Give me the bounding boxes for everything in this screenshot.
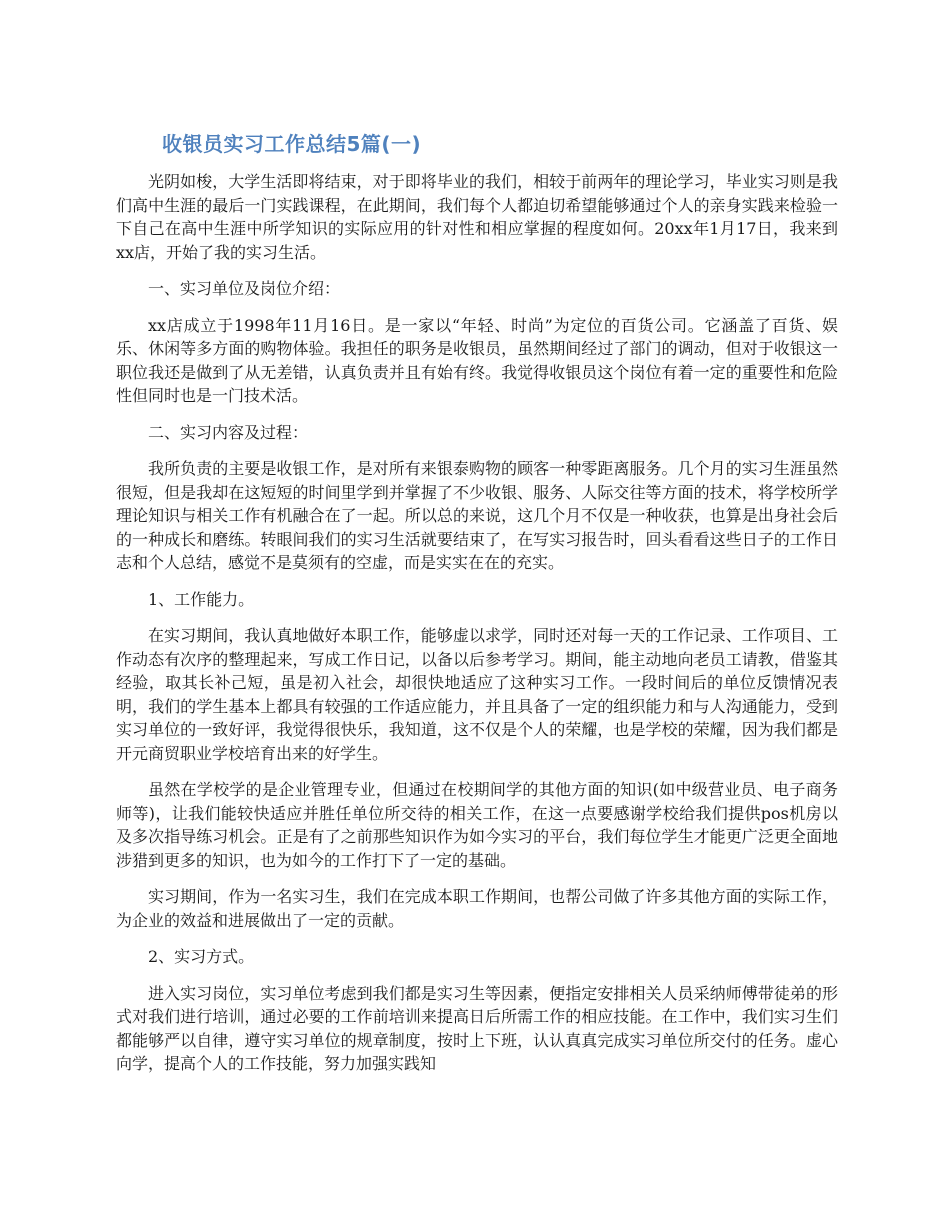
- paragraph-intro: 光阴如梭，大学生活即将结束，对于即将毕业的我们，相较于前两年的理论学习，毕业实习则是我们高中生涯的最后一门实践课程，在此期间，我们每个人都迫切希望能够通过个人的亲身实践来检验一下自己在高中生涯中所学知识的实际应用的针对性和相应掌握的程度如何。20xx年1月17日，我来到xx店，开始了我的实习生活。: [116, 172, 838, 262]
- document-body: [116, 170, 838, 1089]
- paragraph-unit-intro: xx店成立于1998年11月16日。是一家以“年轻、时尚”为定位的百货公司。它涵盖了百货、娱乐、休闲等多方面的购物体验。我担任的职务是收银员，虽然期间经过了部门的调动，但对于收银这一职位我还是做到了从无差错，认真负责并且有始有终。我觉得收银员这个岗位有着一定的重要性和危险性但同时也是一门技术活。: [116, 315, 838, 405]
- subheading-method: 2、实习方式。: [148, 947, 255, 966]
- paragraph-content: 我所负责的主要是收银工作，是对所有来银泰购物的顾客一种零距离服务。几个月的实习生涯虽然很短，但是我却在这短短的时间里学到并掌握了不少收银、服务、人际交往等方面的技术，将学校所学理论知识与相关工作有机融合在了一起。所以总的来说，这几个月不仅是一种收获，也算是出身社会后的一种成长和磨练。转眼间我们的实习生活就要结束了，在写实习报告时，回头看看这些日子的工作日志和个人总结，感觉不是莫须有的空虚，而是实实在在的充实。: [116, 459, 838, 572]
- document-title: 收银员实习工作总结5篇(一): [162, 132, 422, 156]
- paragraph-ability: 在实习期间，我认真地做好本职工作，能够虚以求学，同时还对每一天的工作记录、工作项目、工作动态有次序的整理起来，写成工作日记，以备以后参考学习。期间，能主动地向老员工请教，借鉴其经验，取其长补己短，虽是初入社会，却很快地适应了这种实习工作。一段时间后的单位反馈情况表明，我们的学生基本上都具有较强的工作适应能力，并且具备了一定的组织能力和与人沟通能力，受到实习单位的一致好评，我觉得很快乐，我知道，这不仅是个人的荣耀，也是学校的荣耀，因为我们都是开元商贸职业学校培育出来的好学生。: [116, 626, 838, 763]
- subheading-ability: 1、工作能力。: [148, 589, 255, 609]
- section-heading-unit: 一、实习单位及岗位介绍：: [148, 279, 341, 298]
- paragraph-contribution: 实习期间，作为一名实习生，我们在完成本职工作期间，也帮公司做了许多其他方面的实际工作，为企业的效益和进展做出了一定的贡献。: [116, 887, 838, 930]
- paragraph-knowledge: 虽然在学校学的是企业管理专业，但通过在校期间学的其他方面的知识(如中级营业员、电子商务师等)，让我们能较快适应并胜任单位所交待的相关工作，在这一点要感谢学校给我们提供pos机房以及多次指导练习机会。正是有了之前那些知识作为如今实习的平台，我们每位学生才能更广泛更全面地涉猎到更多的知识，也为如今的工作打下了一定的基础。: [116, 780, 838, 870]
- paragraph-method: 进入实习岗位，实习单位考虑到我们都是实习生等因素，便指定安排相关人员采纳师傅带徒弟的形式对我们进行培训，通过必要的工作前培训来提高日后所需工作的相应技能。在工作中，我们实习生们都能够严以自律，遵守实习单位的规章制度，按时上下班，认认真真完成实习单位所交付的任务。虚心向学，提高个人的工作技能，努力加强实践知: [116, 983, 838, 1073]
- section-heading-content: 二、实习内容及过程：: [148, 422, 309, 442]
